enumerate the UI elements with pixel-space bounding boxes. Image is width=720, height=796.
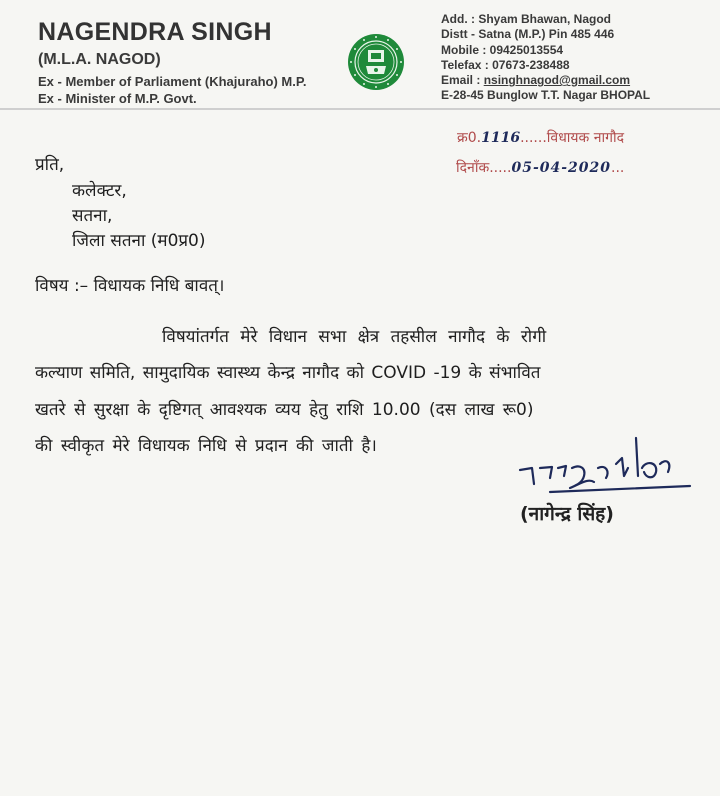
date-value: 05-04-2020: [511, 160, 612, 176]
letterhead-subtitle: (M.L.A. NAGOD): [38, 51, 161, 68]
ref-number: 1116: [481, 130, 521, 146]
party-emblem-icon: [346, 32, 406, 92]
date-suffix: ...: [611, 160, 625, 176]
contact-district: Distt - Satna (M.P.) Pin 485 446: [441, 27, 615, 42]
contact-mobile: Mobile : 09425013554: [441, 42, 564, 57]
body-line-3: खतरे से सुरक्षा के दृष्टिगत् आवश्यक व्यय हेतु राशि 10.00 (दस लाख रू0): [35, 400, 534, 420]
recipient-line3: जिला सतना (म0प्र0): [72, 231, 206, 251]
reference-date: [456, 158, 624, 177]
letterhead-left: [38, 18, 306, 106]
body-line-1: विषयांतर्गत मेरे विधान सभा क्षेत्र तहसील नागौद के रोगी: [162, 327, 547, 347]
reference-number: [457, 128, 624, 147]
email-label: Email :: [441, 73, 484, 88]
contact-bhopal: E-28-45 Bunglow T.T. Nagar BHOPAL: [441, 88, 651, 103]
contact-email: [441, 73, 650, 88]
recipient-line1: कलेक्टर,: [72, 181, 127, 201]
letterhead-ex-minister: Ex - Minister of M.P. Govt.: [38, 91, 197, 106]
body-line-4: की स्वीकृत मेरे विधायक निधि से प्रदान की जाती है।: [35, 436, 377, 456]
signature-image: [510, 428, 700, 508]
date-prefix: दिनाँक.....: [456, 160, 512, 176]
contact-address: Add. : Shyam Bhawan, Nagod: [441, 12, 612, 26]
contact-telefax: Telefax : 07673-238488: [441, 57, 570, 72]
recipient-prati: प्रति,: [35, 155, 65, 175]
letterhead-name: NAGENDRA SINGH: [38, 18, 272, 46]
letterhead-divider: [0, 108, 720, 110]
email-value[interactable]: nsinghnagod@gmail.com: [483, 73, 631, 88]
subject-line: विषय :– विधायक निधि बावत्।: [35, 276, 225, 296]
recipient-line2: सतना,: [72, 206, 113, 226]
ref-prefix: क्र0.: [457, 130, 482, 146]
body-line-2: कल्याण समिति, सामुदायिक स्वास्थ्य केन्द्र नागौद को COVID -19 के संभावित: [35, 363, 541, 383]
signature-name: (नागेन्द्र सिंह): [520, 503, 614, 525]
letterhead-ex-mp: Ex - Member of Parliament (Khajuraho) M.P.: [38, 74, 307, 89]
ref-suffix: ......विधायक नागौद: [520, 130, 625, 146]
letterhead-contact: [441, 12, 650, 104]
